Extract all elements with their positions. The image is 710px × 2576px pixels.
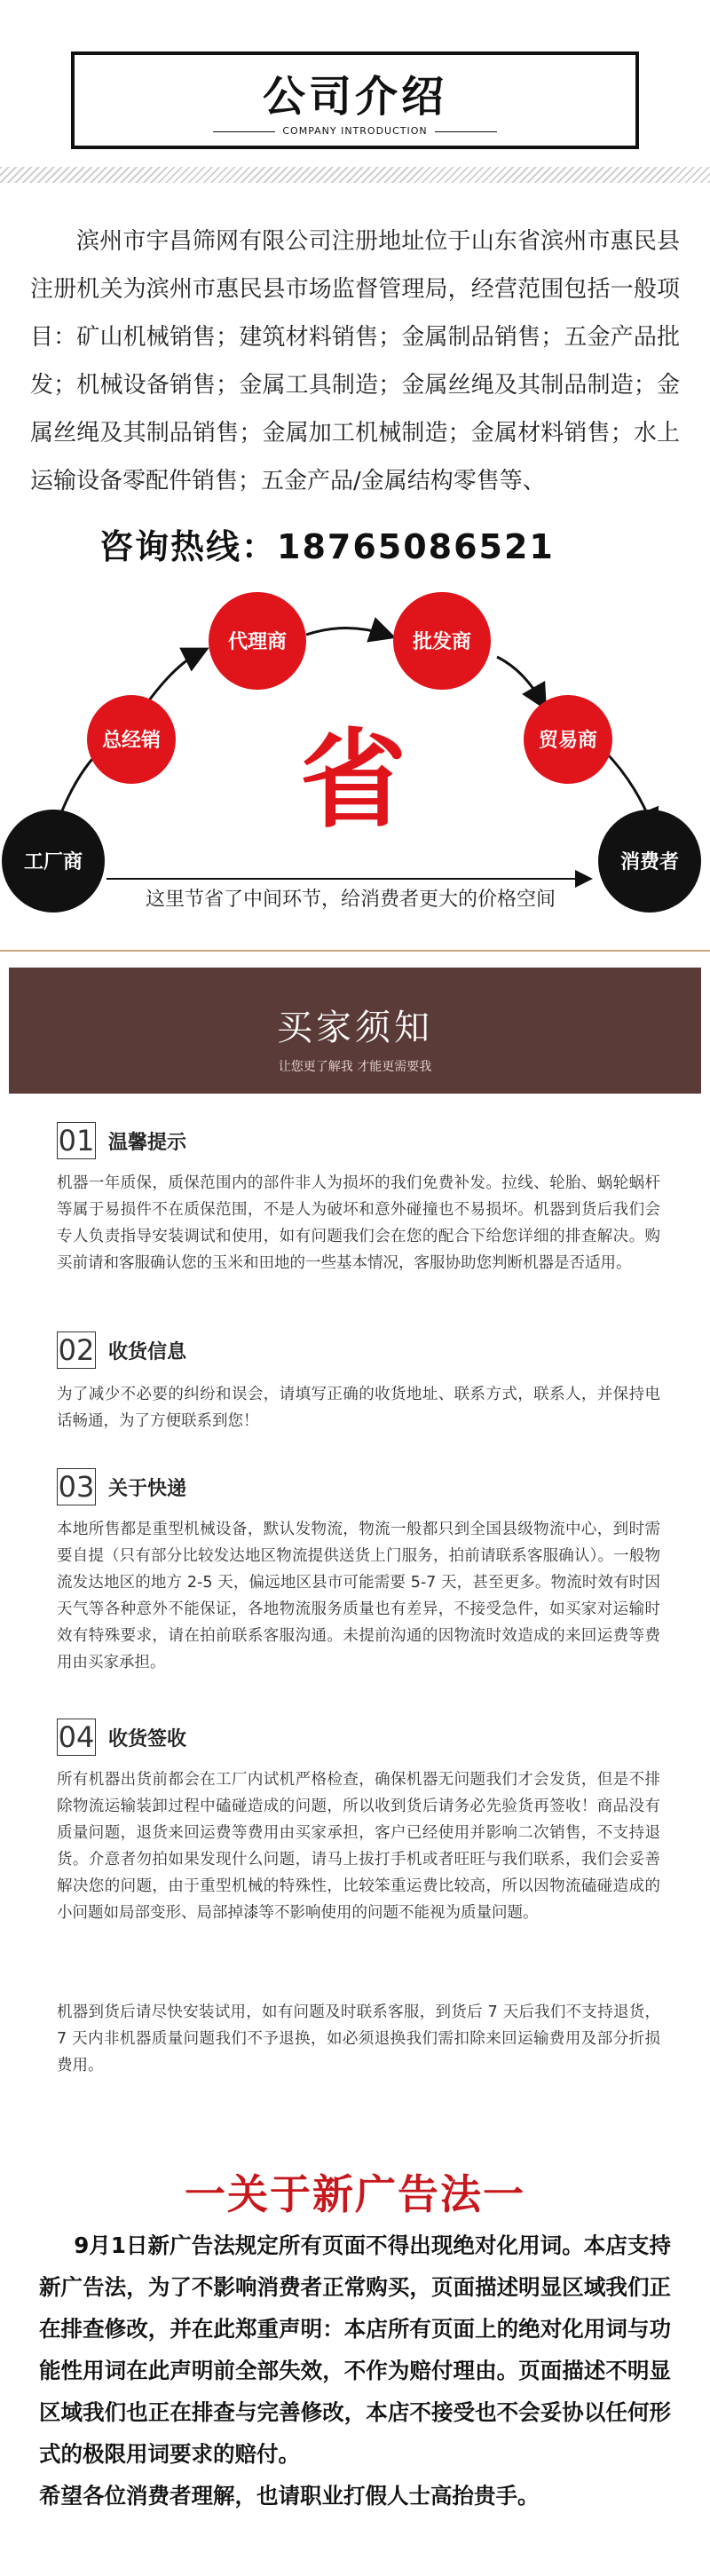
distribution-diagram [0, 568, 710, 923]
arc-connector [497, 657, 541, 701]
intro-subtitle: COMPANY INTRODUCTION [75, 125, 635, 137]
section-number: 01 [58, 1124, 95, 1158]
node-trader-label: 贸易商 [538, 730, 598, 752]
adlaw-paragraph: 9月1日新广告法规定所有页面不得出现绝对化用词。本店支持新广告法，为了不影响消费者正常购买，页面描述明显区域我们正在排查修改，并在此郑重声明：本店所有页面上的绝对化用词与功能性用词在此声明前全部失效，不作为赔付理由。页面描述不明显区域我们也正在排查与完善修改，本店不接受也不会妥协以任何形式的极限用词要求的赔付。 [39, 2232, 671, 2467]
notice-banner [9, 968, 701, 1094]
section-body: 所有机器出货前都会在工厂内试机严格检查，确保机器无问题我们才会发货，但是不排除物流运输装卸过程中磕碰造成的问题，所以收到货后请务必先验货再签收！商品没有质量问题，退货来回运费等费用由买家承担，客户已经使用并影响二次销售，不支持退货。介意者勿拍如果发现什么问题，请马上拔打手机或者旺旺与我们联系，我们会妥善解决您的问题，由于重型机械的特殊性，比较笨重运费比较高，所以因物流磕碰造成的小问题如局部变形、局部掉漆等不影响使用的问题不能视为质量问题。 [57, 1771, 660, 1922]
adlaw-closing: 希望各位消费者理解，也请职业打假人士高抬贵手。 [39, 2483, 540, 2509]
section-title: 收货信息 [108, 1340, 187, 1363]
arc-connector [306, 628, 386, 636]
section-body: 机器一年质保，质保范围内的部件非人为损坏的我们免费补发。拉线、轮胎、蜗轮蜗杆等属于易损件不在质保范围，不是人为破坏和意外碰撞也不易损坏。机器到货后我们会专人负责指导安装调试和使用，如有问题我们会在您的配合下给您详细的排查解决。购买前请和客服确认您的玉米和田地的一些基本情况，客服协助您判断机器是否适用。 [57, 1174, 660, 1272]
section-title: 关于快递 [108, 1477, 187, 1500]
section-body: 本地所售都是重型机械设备，默认发物流，物流一般都只到全国县级物流中心，到时需要自提（只有部分比较发达地区物流提供送货上门服务，拍前请联系客服确认）。一般物流发达地区的地方 2-5 天，偏远地区县市可能需要 5-7 天，甚至更多。物流时效有时因天气等各种意外不能保证，各地物流服务质量也有差异，不接受急件，如买家对运输时效有特殊要求，请在拍前联系客服沟通。未提前沟通的因物流时效造成的来回运费等费用由买家承担。 [57, 1521, 660, 1671]
save-character: 省 [300, 719, 406, 842]
node-distributor-label: 总经销 [101, 730, 162, 752]
node-agent-label: 代理商 [227, 631, 288, 653]
decorative-stripe [0, 167, 710, 183]
node-consumer-label: 消费者 [619, 851, 680, 873]
intro-title: 公司介绍 [262, 72, 447, 122]
hotline-number: 18765086521 [277, 527, 555, 566]
intro-body: 滨州市宇昌筛网有限公司注册地址位于山东省滨州市惠民县注册机关为滨州市惠民县市场监督管理局，经营范围包括一般项目：矿山机械销售；建筑材料销售；金属制品销售；五金产品批发；机械设备销售；金属工具制造；金属丝绳及其制品制造；金属丝绳及其制品销售；金属加工机械制造；金属材料销售；水上运输设备零配件销售；五金产品/金属结构零售等、 [30, 228, 680, 494]
node-wholesaler-label: 批发商 [412, 631, 472, 653]
section-header [57, 1719, 186, 1758]
hotline [99, 519, 555, 568]
intro-title-box [71, 51, 639, 149]
divider-line [0, 950, 710, 952]
section-body: 为了减少不必要的纠纷和误会，请填写正确的收货地址、联系方式，联系人，并保持电话畅通，为了方便联系到您！ [57, 1386, 660, 1430]
section-header [57, 1122, 186, 1161]
section-number: 02 [58, 1333, 95, 1367]
section-title: 温馨提示 [108, 1131, 187, 1154]
section-number: 03 [58, 1470, 95, 1504]
section-header [57, 1331, 186, 1371]
notice-subtitle: 让您更了解我 才能更需要我 [278, 1060, 432, 1074]
adlaw-body [39, 2224, 671, 2517]
diagram-caption: 这里节省了中间环节，给消费者更大的价格空间 [145, 889, 556, 911]
section-body-extra: 机器到货后请尽快安装试用，如有问题及时联系客服，到货后 7 天后我们不支持退货，7 天内非机器质量问题我们不予退换，如必须退换我们需扣除来回运输费用及部分折损费用。 [57, 2003, 660, 2074]
node-factory-label: 工厂商 [23, 851, 83, 873]
section-header [57, 1468, 186, 1507]
notice-title: 买家须知 [277, 1007, 433, 1048]
hotline-label: 咨询热线： [99, 527, 278, 566]
adlaw-title: 一关于新广告法一 [185, 2170, 525, 2218]
section-number: 04 [58, 1720, 95, 1754]
section-title: 收货签收 [108, 1727, 187, 1750]
